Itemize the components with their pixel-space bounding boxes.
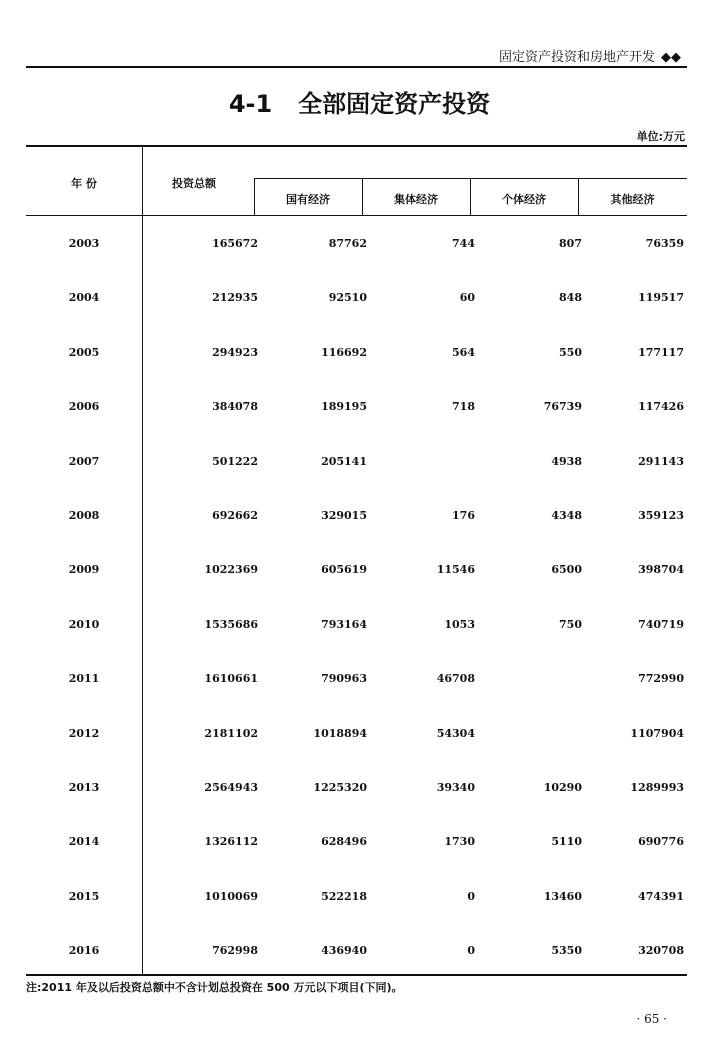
cell-state: 205141 [321,454,367,468]
header-separator [26,215,687,216]
col-header-total: 投资总额 [172,177,216,190]
cell-other: 177117 [638,345,684,359]
cell-year: 2003 [68,237,100,250]
cell-other: 320708 [638,944,684,958]
cell-state: 87762 [328,237,367,250]
cell-year: 2012 [68,726,100,740]
cell-individual: 848 [559,291,582,305]
cell-state: 329015 [321,509,367,522]
cell-year: 2014 [68,835,100,849]
table-row [26,724,687,778]
section-title: 固定资产投资和房地产开发 [498,50,655,65]
cell-collective: 0 [467,944,475,958]
cell-other: 1289993 [630,781,684,794]
table-row [26,832,687,886]
cell-year: 2009 [68,563,100,577]
cell-other: 117426 [638,400,684,414]
cell-individual: 10290 [543,781,582,794]
cell-individual: 5350 [551,944,582,958]
cell-year: 2008 [68,509,100,522]
cell-collective: 46708 [436,672,475,686]
table-row [26,234,687,288]
col-header-state: 国有经济 [286,193,330,206]
cell-year: 2004 [68,291,100,305]
cell-individual: 6500 [551,563,582,577]
table-row [26,288,687,342]
cell-other: 119517 [638,291,684,305]
cell-other: 1107904 [630,726,684,740]
cell-total: 1535686 [204,617,258,631]
cell-total: 165672 [212,237,258,250]
cell-collective: 54304 [436,726,475,740]
cell-year: 2007 [68,454,100,468]
cell-individual: 750 [559,617,582,631]
cell-other: 772990 [638,672,684,686]
cell-state: 793164 [321,617,367,631]
table-title: 全部固定资产投资 [298,90,491,118]
cell-total: 1326112 [204,835,258,849]
cell-state: 189195 [321,400,367,414]
table-number: 4-1 [228,90,273,118]
cell-other: 398704 [638,563,684,577]
header-rule [26,66,687,68]
diamond-marker-icon: ◆◆ [661,50,681,65]
data-table [26,145,687,976]
cell-collective: 60 [459,291,475,305]
cell-state: 1225320 [313,781,367,794]
col-header-collective: 集体经济 [394,193,438,206]
table-row [26,778,687,832]
footnote: 注:2011 年及以后投资总额中不含计划总投资在 500 万元以下项目(下同)。 [26,981,403,994]
table-row [26,887,687,941]
cell-total: 2181102 [204,726,258,740]
cell-collective: 11546 [436,563,475,577]
cell-other: 690776 [638,835,684,849]
cell-individual: 76739 [543,400,582,414]
cell-collective: 1730 [444,835,475,849]
cell-individual: 4348 [551,509,582,522]
col-header-year: 年 份 [71,177,97,190]
table-row [26,560,687,614]
cell-total: 212935 [212,291,258,305]
cell-state: 436940 [321,944,367,958]
cell-collective: 176 [452,509,475,522]
cell-state: 1018894 [313,726,367,740]
cell-total: 692662 [212,509,258,522]
page-title [0,84,719,119]
cell-collective: 718 [452,400,475,414]
page-number: · 65 · [636,1012,667,1026]
cell-state: 92510 [328,291,367,305]
cell-year: 2005 [68,345,100,359]
cell-total: 1610661 [204,672,258,686]
cell-total: 2564943 [204,781,258,794]
cell-year: 2015 [68,889,100,903]
col-header-individual: 个体经济 [502,193,546,206]
table-row [26,397,687,451]
cell-collective: 564 [452,345,475,359]
cell-collective: 744 [452,237,475,250]
cell-total: 384078 [212,400,258,414]
cell-state: 628496 [321,835,367,849]
cell-year: 2011 [68,672,100,686]
cell-other: 740719 [638,617,684,631]
cell-other: 291143 [638,454,684,468]
cell-collective: 1053 [444,617,475,631]
table-row [26,615,687,669]
cell-state: 116692 [321,345,367,359]
cell-collective: 39340 [436,781,475,794]
cell-other: 76359 [645,237,684,250]
cell-total: 1022369 [204,563,258,577]
cell-state: 605619 [321,563,367,577]
cell-year: 2013 [68,781,100,794]
table-row [26,343,687,397]
table-row [26,452,687,506]
cell-year: 2016 [68,944,100,958]
cell-total: 501222 [212,454,258,468]
cell-other: 474391 [638,889,684,903]
cell-individual: 807 [559,237,582,250]
cell-total: 762998 [212,944,258,958]
cell-collective: 0 [467,889,475,903]
cell-other: 359123 [638,509,684,522]
cell-individual: 4938 [551,454,582,468]
col-header-other: 其他经济 [610,193,655,206]
cell-state: 790963 [321,672,367,686]
running-header [499,46,681,65]
cell-state: 522218 [321,889,367,903]
unit-label: 单位:万元 [636,130,685,143]
cell-total: 1010069 [204,889,258,903]
cell-year: 2010 [68,617,100,631]
cell-total: 294923 [212,345,258,359]
table-row [26,506,687,560]
cell-individual: 13460 [543,889,582,903]
cell-year: 2006 [68,400,100,414]
cell-individual: 5110 [551,835,582,849]
cell-individual: 550 [559,345,582,359]
table-row [26,669,687,723]
